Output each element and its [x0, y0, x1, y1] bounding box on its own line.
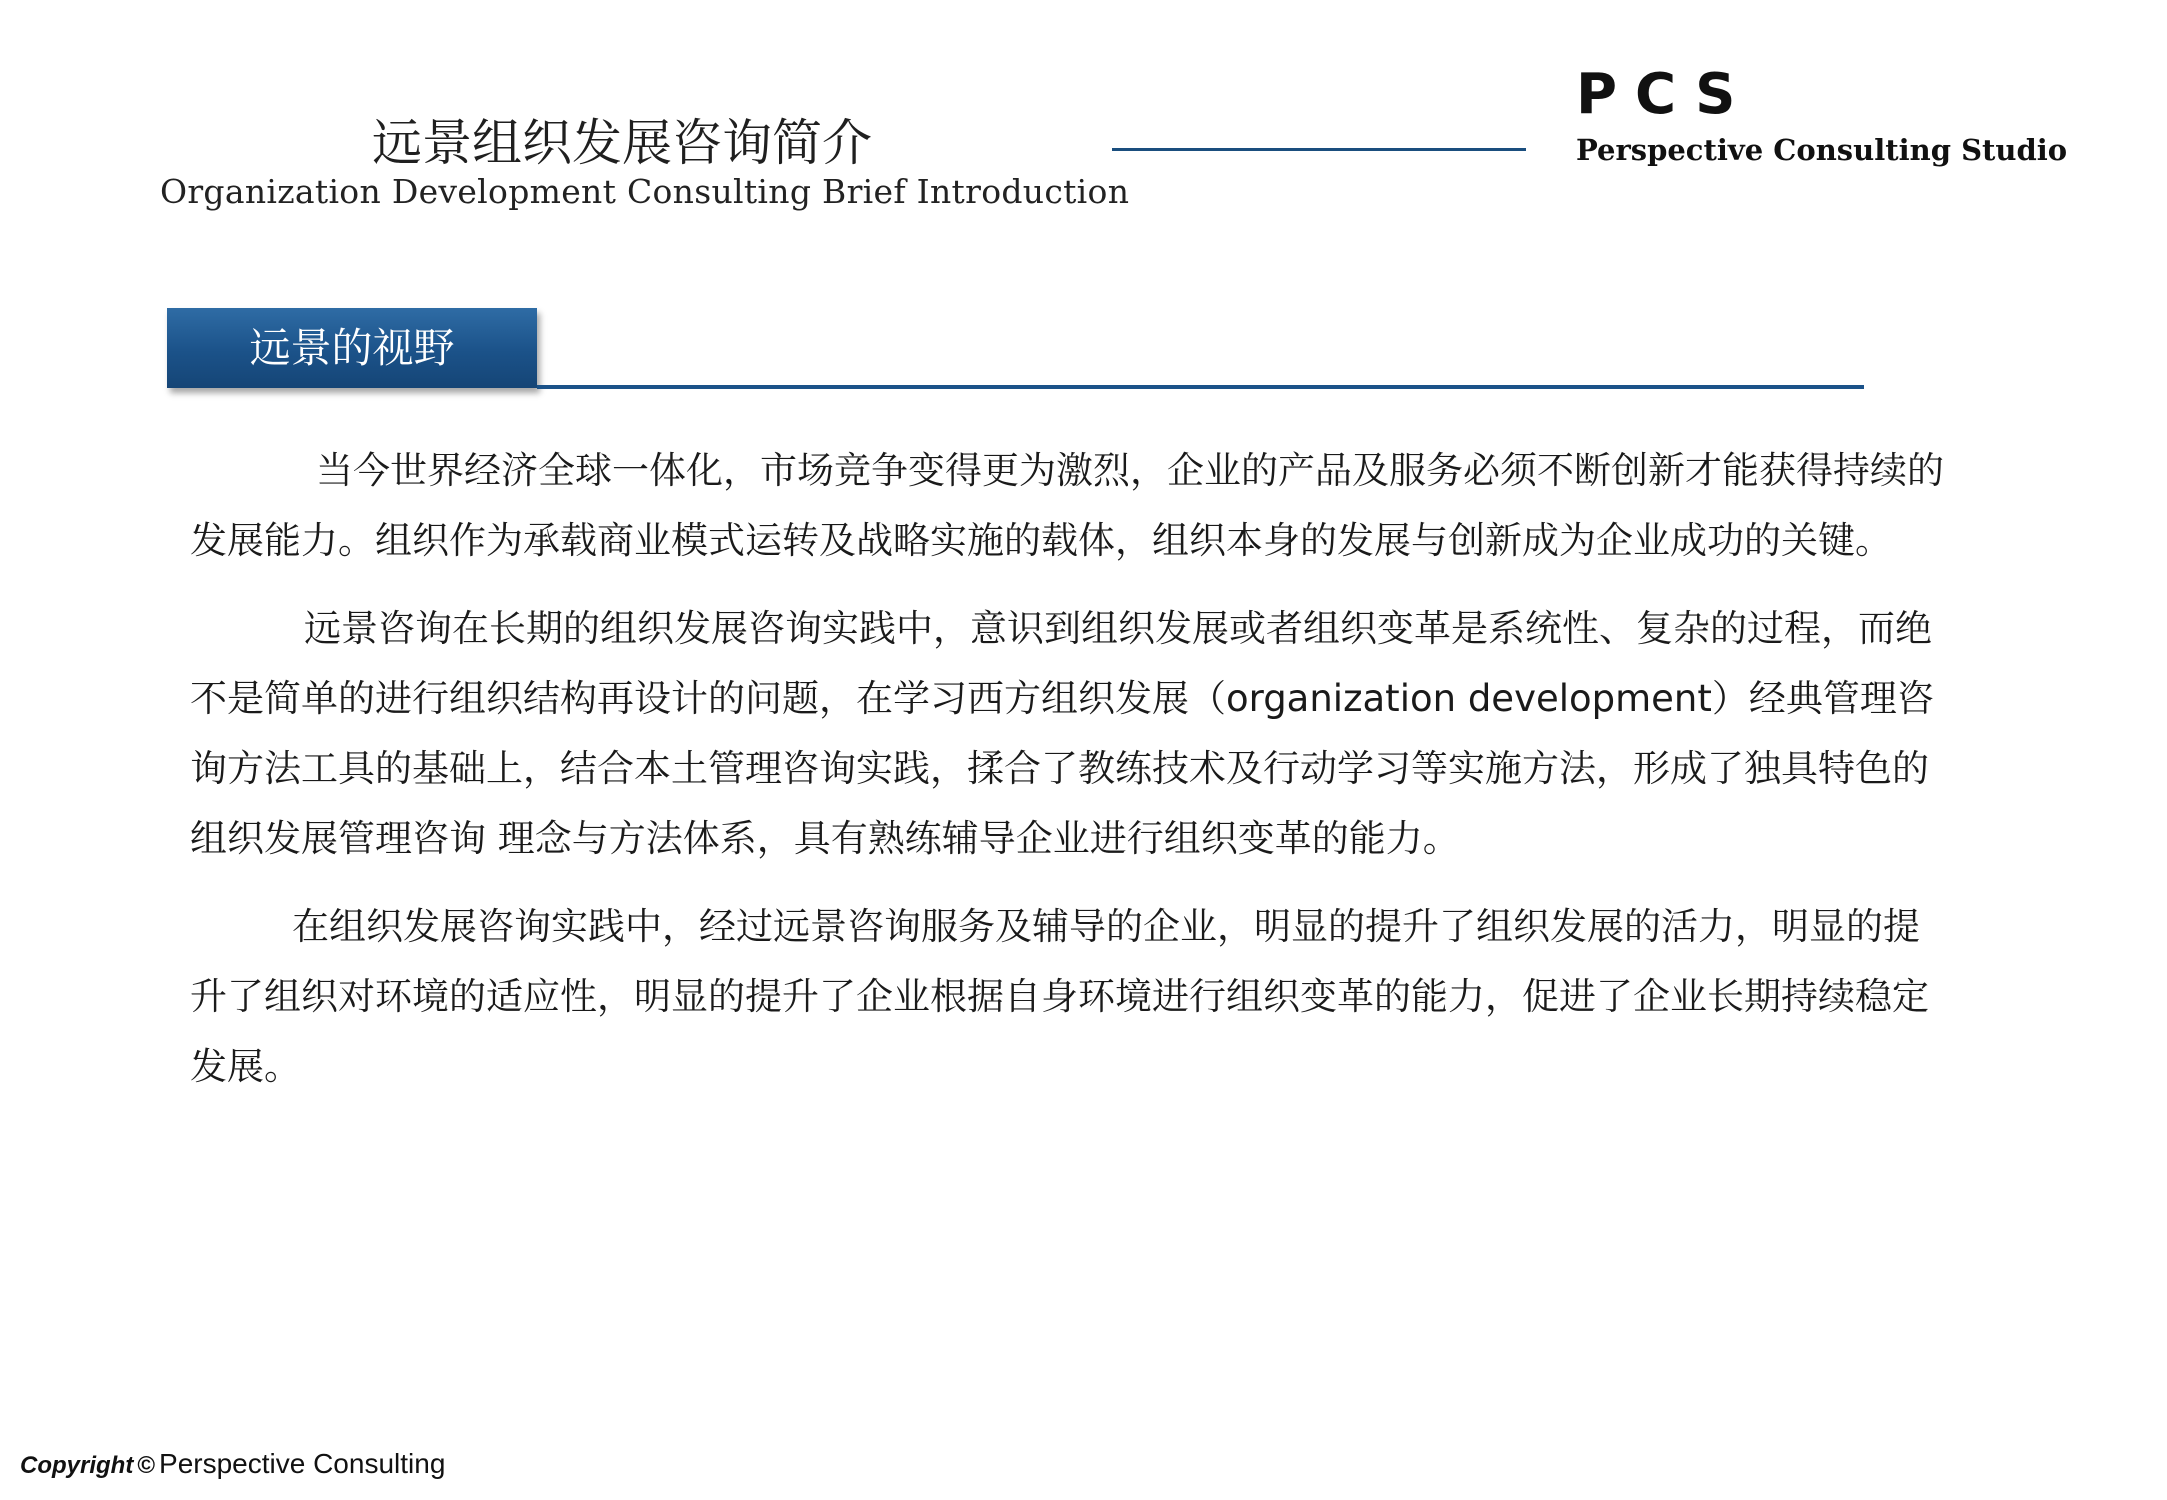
section-header-tab [167, 308, 537, 388]
section-title: 远景的视野 [249, 324, 455, 372]
paragraph-1: 当今世界经济全球一体化，市场竞争变得更为激烈，企业的产品及服务必须不断创新才能获得持续的发展能力。组织作为承载商业模式运转及战略实施的载体，组织本身的发展与创新成为企业成功的关键。 [190, 449, 1944, 562]
page-title: 远景组织发展咨询简介 [372, 114, 872, 172]
copyright-holder: Perspective Consulting [159, 1448, 446, 1479]
copyright-label: Copyright [20, 1452, 134, 1479]
page-subtitle: Organization Development Consulting Brief Introduction [160, 172, 1130, 211]
section-divider [537, 385, 1864, 389]
copyright-notice [20, 1447, 445, 1483]
copyright-symbol: © [137, 1452, 156, 1479]
paragraph-2: 远景咨询在长期的组织发展咨询实践中，意识到组织发展或者组织变革是系统性、复杂的过程，而绝不是简单的进行组织结构再设计的问题，在学习西方组织发展（organization development）经典管理咨询方法工具的基础上，结合本土管理咨询实践，揉合了教练技术及行动学习等实施方法，形成了独具特色的组织发展管理咨询 理念与方法体系，具有熟练辅导企业进行组织变革的能力。 [190, 607, 1934, 860]
header-divider [1112, 148, 1526, 151]
company-logo [1576, 60, 2096, 180]
body-text [190, 436, 1948, 1102]
logo-company-name: Perspective Consulting Studio [1576, 133, 2068, 167]
paragraph-3: 在组织发展咨询实践中，经过远景咨询服务及辅导的企业，明显的提升了组织发展的活力，明显的提升了组织对环境的适应性，明显的提升了企业根据自身环境进行组织变革的能力，促进了企业长期持续稳定发展。 [190, 905, 1929, 1088]
logo-mark: PCS [1576, 62, 1754, 127]
